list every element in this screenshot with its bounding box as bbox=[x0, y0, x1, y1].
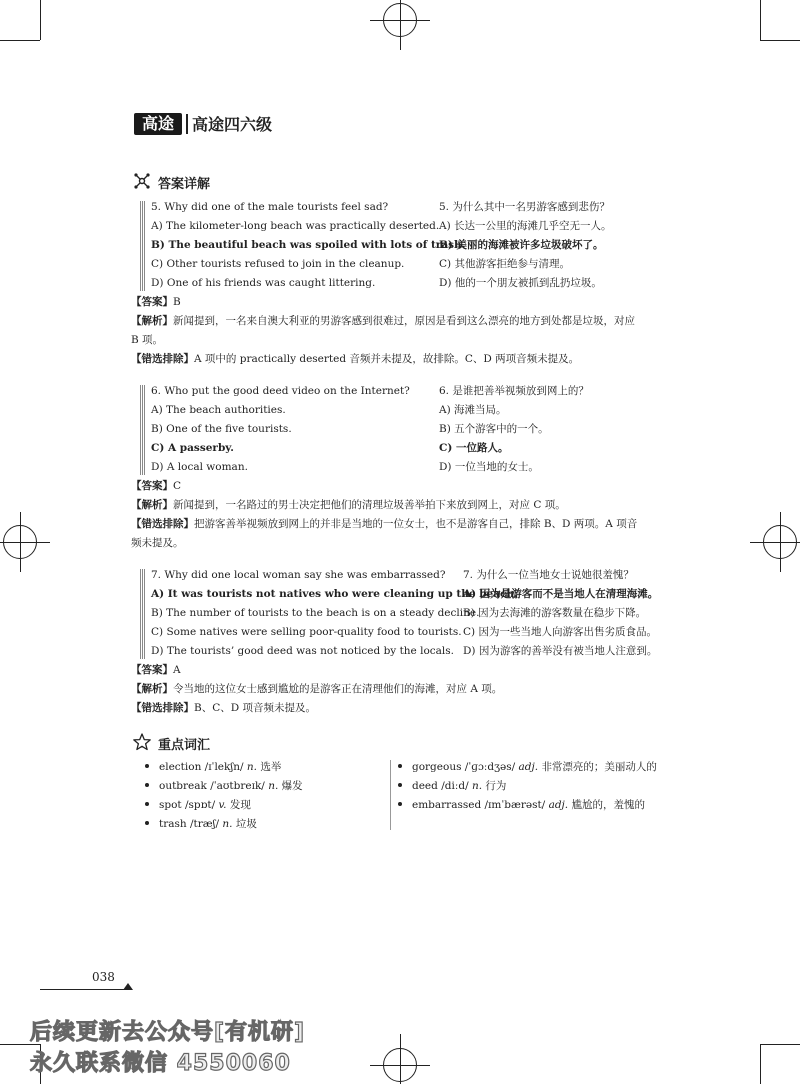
question-zh bbox=[439, 382, 589, 477]
exclude-text: 频未提及。 bbox=[131, 537, 184, 549]
answer-value: A bbox=[173, 664, 181, 676]
vocab-item: outbreak /ˈaʊtbreɪk/ n. 爆发 bbox=[141, 777, 303, 796]
question-zh bbox=[439, 198, 612, 293]
page-rule bbox=[40, 989, 125, 990]
option-line: D) 他的一个朋友被抓到乱扔垃圾。 bbox=[439, 277, 602, 289]
watermark-line: 永久联系微信 4550060 bbox=[30, 1051, 291, 1076]
option-line-correct: C) 一位路人。 bbox=[439, 442, 509, 454]
option-line-correct: A) It was tourists not natives who were cleaning up the beach. bbox=[151, 588, 518, 600]
option-line: B) 五个游客中的一个。 bbox=[439, 423, 549, 435]
network-icon bbox=[133, 172, 151, 190]
page-number: 038 bbox=[92, 970, 115, 984]
option-line: D) The tourists’ good deed was not noticed by the locals. bbox=[151, 645, 455, 657]
vocab-item: spot /spɒt/ v. 发现 bbox=[141, 796, 303, 815]
question-line: 5. 为什么其中一名男游客感到悲伤？ bbox=[439, 201, 610, 213]
option-line: B) 因为去海滩的游客数量在稳步下降。 bbox=[463, 607, 647, 619]
vocab-list-right bbox=[394, 758, 657, 815]
analysis-text: B 项。 bbox=[131, 334, 164, 346]
vocab-item: trash /træʃ/ n. 垃圾 bbox=[141, 815, 303, 834]
question-bar bbox=[140, 385, 145, 475]
answer-label: 【答案】 bbox=[131, 480, 173, 492]
option-line: D) 一位当地的女士。 bbox=[439, 461, 539, 473]
answer-value: B bbox=[173, 296, 181, 308]
option-line-correct: B) 美丽的海滩被许多垃圾破坏了。 bbox=[439, 239, 604, 251]
exclude-text: B、C、D 项音频未提及。 bbox=[194, 702, 317, 714]
explanation-block bbox=[131, 477, 637, 553]
option-line: D) One of his friends was caught littering. bbox=[151, 277, 376, 289]
star-icon bbox=[133, 733, 151, 751]
option-line: C) 其他游客拒绝参与清理。 bbox=[439, 258, 570, 270]
registration-line bbox=[370, 20, 430, 21]
question-line: 5. Why did one of the male tourists feel sad? bbox=[151, 201, 389, 213]
question-line: 7. 为什么一位当地女士说她很羞愧？ bbox=[463, 569, 634, 581]
analysis-label: 【解析】 bbox=[131, 499, 173, 511]
section-title-answers: 答案详解 bbox=[158, 177, 211, 192]
watermark-line: 后续更新去公众号[有机研] bbox=[30, 1020, 306, 1045]
registration-line bbox=[0, 542, 50, 543]
vocab-item: gorgeous /ˈɡɔːdʒəs/ adj. 非常漂亮的；美丽动人的 bbox=[394, 758, 657, 777]
option-line: A) The beach authorities. bbox=[151, 404, 286, 416]
explanation-block bbox=[131, 661, 502, 718]
crop-mark bbox=[760, 40, 800, 41]
option-line-correct: C) A passerby. bbox=[151, 442, 234, 454]
registration-line bbox=[750, 542, 800, 543]
analysis-label: 【解析】 bbox=[131, 683, 173, 695]
question-line: 6. Who put the good deed video on the Internet? bbox=[151, 385, 410, 397]
exclude-label: 【错选排除】 bbox=[131, 353, 194, 365]
option-line: C) 因为一些当地人向游客出售劣质食品。 bbox=[463, 626, 657, 638]
vocab-item: embarrassed /ɪmˈbærəst/ adj. 尴尬的，羞愧的 bbox=[394, 796, 657, 815]
option-line: A) 长达一公里的海滩几乎空无一人。 bbox=[439, 220, 612, 232]
vocab-item: election /ɪˈlekʃn/ n. 选举 bbox=[141, 758, 303, 777]
crop-mark bbox=[760, 1044, 800, 1045]
question-bar bbox=[140, 201, 145, 291]
brand-logo: 高途 bbox=[134, 113, 182, 135]
page-marker-icon bbox=[123, 983, 133, 990]
question-bar bbox=[140, 569, 145, 659]
option-line: A) The kilometer-long beach was practically deserted. bbox=[151, 220, 440, 232]
option-line-correct: B) The beautiful beach was spoiled with lots of trash. bbox=[151, 239, 466, 251]
explanation-block bbox=[131, 293, 635, 369]
crop-mark bbox=[760, 0, 761, 40]
vocab-divider bbox=[390, 760, 391, 830]
answer-label: 【答案】 bbox=[131, 664, 173, 676]
analysis-text: 令当地的这位女士感到尴尬的是游客正在清理他们的海滩，对应 A 项。 bbox=[173, 683, 503, 695]
question-zh bbox=[463, 566, 658, 661]
vocab-list-left bbox=[141, 758, 303, 834]
question-line: 7. Why did one local woman say she was embarrassed? bbox=[151, 569, 446, 581]
vocab-item: deed /diːd/ n. 行为 bbox=[394, 777, 657, 796]
registration-line bbox=[400, 1034, 401, 1084]
option-line: D) 因为游客的善举没有被当地人注意到。 bbox=[463, 645, 658, 657]
option-line: B) One of the five tourists. bbox=[151, 423, 292, 435]
exclude-text: A 项中的 practically deserted 音频并未提及，故排除。C、D 两项音频未提及。 bbox=[194, 353, 580, 365]
analysis-label: 【解析】 bbox=[131, 315, 173, 327]
question-en bbox=[151, 198, 465, 293]
registration-line bbox=[780, 512, 781, 572]
answer-value: C bbox=[173, 480, 182, 492]
option-line: D) A local woman. bbox=[151, 461, 248, 473]
option-line: B) The number of tourists to the beach is on a steady decline. bbox=[151, 607, 480, 619]
registration-line bbox=[400, 0, 401, 50]
header-divider bbox=[186, 114, 188, 134]
brand-title: 高途四六级 bbox=[192, 115, 273, 134]
analysis-text: 新闻提到，一名来自澳大利亚的男游客感到很难过，原因是看到这么漂亮的地方到处都是垃圾，对应 bbox=[173, 315, 635, 327]
crop-mark bbox=[40, 0, 41, 40]
exclude-label: 【错选排除】 bbox=[131, 702, 194, 714]
question-en bbox=[151, 382, 410, 477]
answer-label: 【答案】 bbox=[131, 296, 173, 308]
question-line: 6. 是谁把善举视频放到网上的？ bbox=[439, 385, 589, 397]
option-line: C) Other tourists refused to join in the cleanup. bbox=[151, 258, 405, 270]
option-line: C) Some natives were selling poor-quality food to tourists. bbox=[151, 626, 462, 638]
option-line: A) 海滩当局。 bbox=[439, 404, 507, 416]
exclude-label: 【错选排除】 bbox=[131, 518, 194, 530]
registration-line bbox=[370, 1065, 430, 1066]
analysis-text: 新闻提到，一名路过的男士决定把他们的清理垃圾善举拍下来放到网上，对应 C 项。 bbox=[173, 499, 566, 511]
crop-mark bbox=[0, 40, 40, 41]
option-line-correct: A) 因为是游客而不是当地人在清理海滩。 bbox=[463, 588, 659, 600]
exclude-text: 把游客善举视频放到网上的并非是当地的一位女士，也不是游客自己，排除 B、D 两项。A 项音 bbox=[194, 518, 638, 530]
registration-line bbox=[20, 512, 21, 572]
section-title-vocabulary: 重点词汇 bbox=[158, 738, 211, 753]
crop-mark bbox=[760, 1044, 761, 1084]
